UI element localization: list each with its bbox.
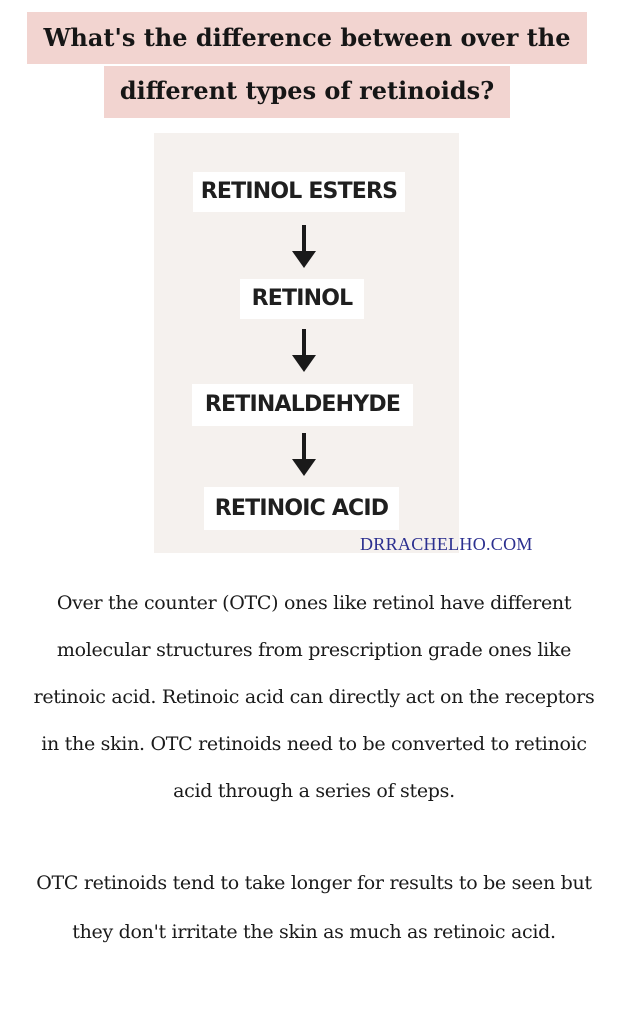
body-paragraph-2: OTC retinoids tend to take longer for results to be seen but they don't irritate the skin as much as retinoic acid. (36, 872, 592, 943)
body-paragraph-1: Over the counter (OTC) ones like retinol have different molecular structures from prescription grade ones like retinoic acid. Retinoic acid can directly act on the receptors in the skin. OTC retinoids need to be converted to retinoic acid through a series of steps. (33, 592, 595, 802)
down-arrow-icon (289, 329, 319, 373)
retinoid-conversion-diagram (154, 133, 459, 553)
step-retinaldehyde: RETINALDEHYDE (192, 384, 413, 426)
down-arrow-icon (289, 433, 319, 477)
step-retinol: RETINOL (240, 279, 364, 319)
down-arrow-icon (289, 225, 319, 269)
step-retinoic-acid: RETINOIC ACID (204, 487, 399, 530)
step-retinol-esters: RETINOL ESTERS (193, 172, 405, 212)
page-title-line-2: different types of retinoids? (104, 66, 510, 118)
website-watermark: DRRACHELHO.COM (360, 534, 533, 554)
page-title-line-1: What's the difference between over the (27, 12, 587, 64)
